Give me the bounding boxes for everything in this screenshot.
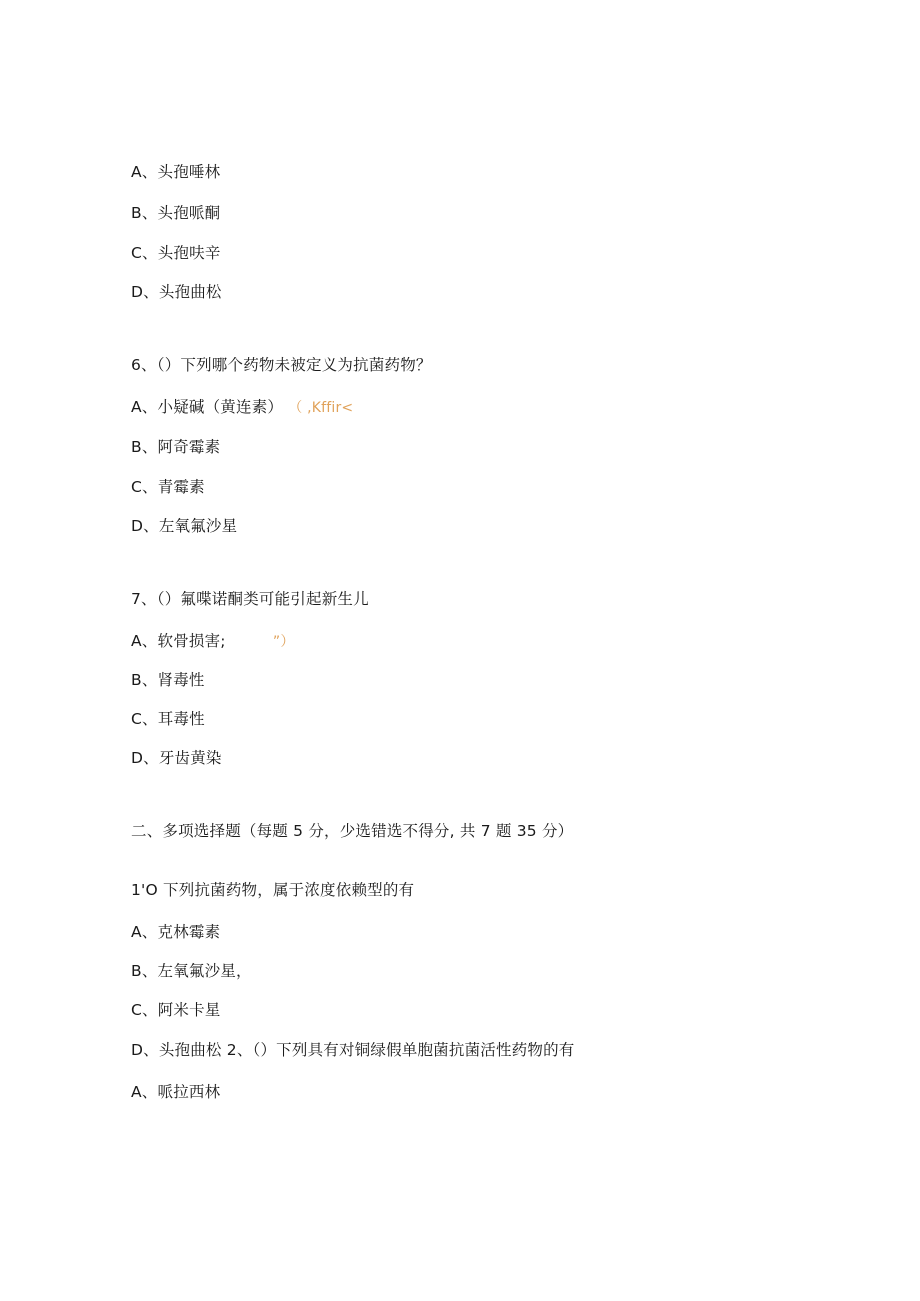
section-2-title: 二、多项选择题（每题 5 分，少选错选不得分, 共 7 题 35 分） xyxy=(131,822,574,840)
q6-option-a xyxy=(131,397,353,418)
q7-question: 7、（）氟喋诺酮类可能引起新生儿 xyxy=(131,590,369,608)
q6-option-a-text: A、小疑碱（黄连素） xyxy=(131,398,284,416)
q7-option-a-text: A、软骨损害; xyxy=(131,632,226,650)
q7-option-b: B、肾毒性 xyxy=(131,671,205,689)
q6-option-d: D、左氧氟沙星 xyxy=(131,517,238,535)
q6-question: 6、（）下列哪个药物未被定义为抗菌药物？ xyxy=(131,356,432,374)
q5-option-c: C、头孢呋辛 xyxy=(131,244,221,262)
mq1-question: 1'O 下列抗菌药物，属于浓度依赖型的有 xyxy=(131,881,415,899)
q7-option-d: D、牙齿黄染 xyxy=(131,749,222,767)
mq1-option-a: A、克林霉素 xyxy=(131,923,221,941)
q7-option-a xyxy=(131,631,295,652)
q6-option-a-annotation: （ ,Kffir< xyxy=(288,400,354,416)
q5-option-a: A、头孢唾林 xyxy=(131,163,221,181)
q5-option-b: B、头孢哌酮 xyxy=(131,204,221,222)
mq1-option-c: C、阿米卡星 xyxy=(131,1001,221,1019)
q7-option-c: C、耳毒性 xyxy=(131,710,205,728)
mq1-option-d-and-mq2-question: D、头孢曲松 2、（）下列具有对铜绿假单胞菌抗菌活性药物的有 xyxy=(131,1041,575,1059)
q6-option-b: B、阿奇霉素 xyxy=(131,438,221,456)
q6-option-c: C、青霉素 xyxy=(131,478,205,496)
mq1-option-b: B、左氧氟沙星， xyxy=(131,962,252,980)
q7-option-a-annotation: ”） xyxy=(272,634,295,650)
mq2-option-a: A、哌拉西林 xyxy=(131,1083,221,1101)
q5-option-d: D、头孢曲松 xyxy=(131,283,222,301)
